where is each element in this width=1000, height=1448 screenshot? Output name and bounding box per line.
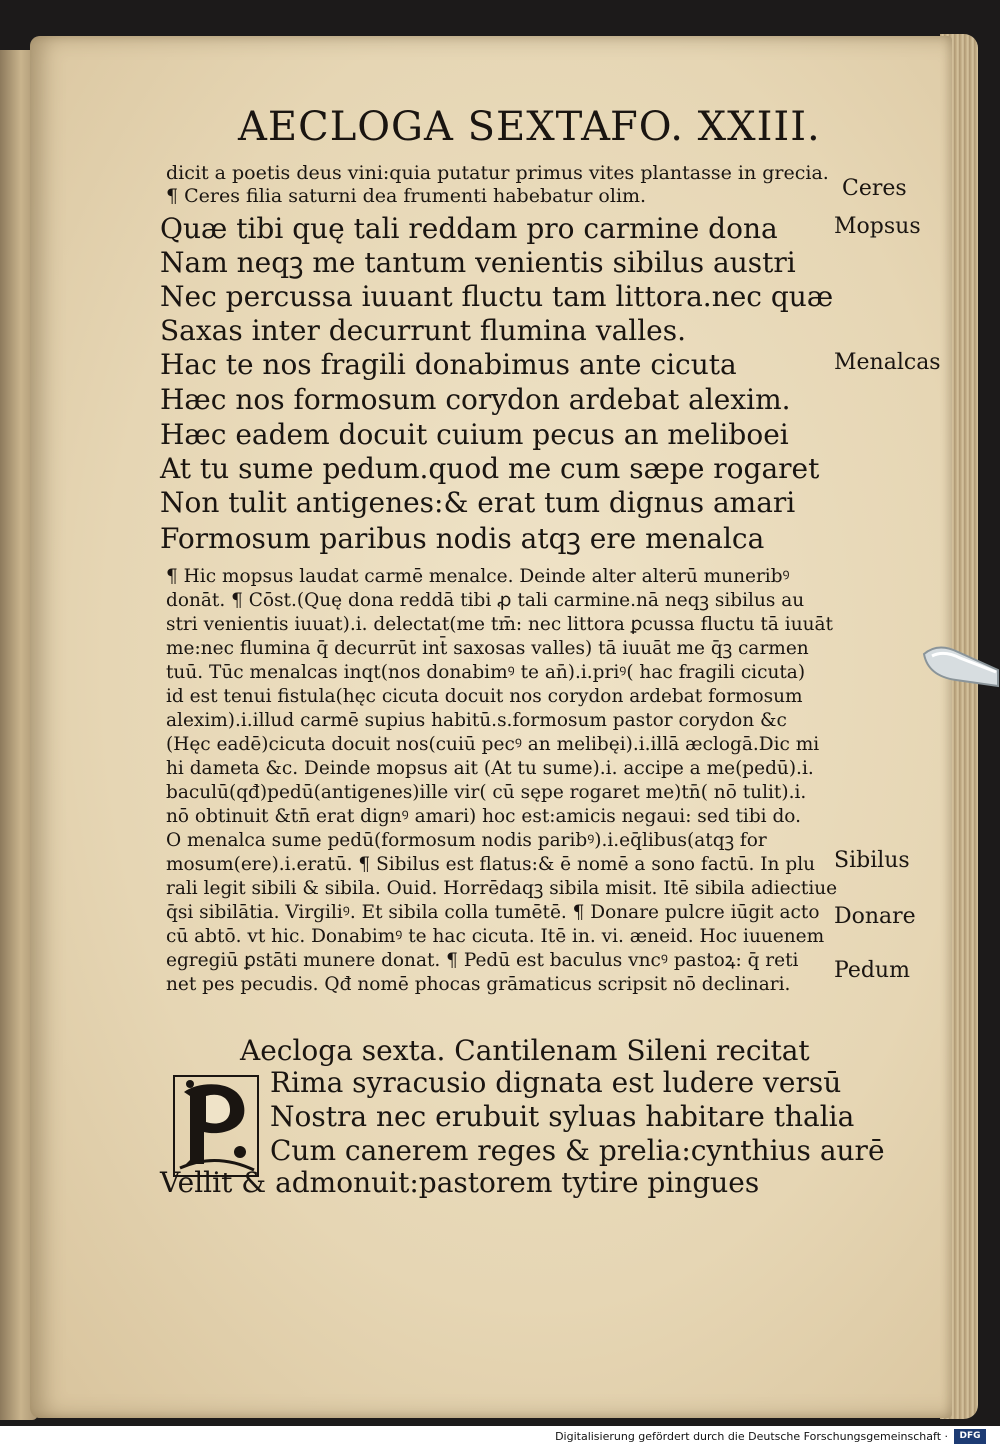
commentary-line: alexim).i.illud carmē supius habitū.s.formosum pastor corydon &c (166, 710, 787, 731)
commentary-line: baculū(qđ)pedū(antigenes)ille vir( cū sępe rogaret me)tn̄( nō tulit).i. (166, 782, 807, 803)
commentary-line: ¶ Hic mopsus laudat carmē menalce. Deinde alter alterū muneribꝰ (166, 566, 790, 587)
page-holder-clip (918, 640, 1000, 700)
page-title: AECLOGA SEXTA (238, 104, 612, 150)
margin-note-menalcas: Menalcas (834, 350, 941, 375)
margin-note-donare: Donare (834, 904, 916, 929)
gloss-line: dicit a poetis deus vini:quia putatur primus vites plantasse in grecia. (166, 162, 829, 184)
verse-line: Hæc nos formosum corydon ardebat alexim. (160, 383, 791, 416)
decorated-initial (170, 1072, 262, 1180)
margin-note-ceres: Ceres (842, 176, 907, 201)
commentary-line: (Hęc eadē)cicuta docuit nos(cuiū pecꝰ an melibęi).i.illā æclogā.Dic mi (166, 734, 820, 755)
commentary-line: cū abtō. vt hic. Donabimꝰ te hac cicuta. Itē in. vi. æneid. Hoc iuuenem (166, 926, 825, 947)
commentary-line: stri venientis iuuat).i. delectat(me tm̄: nec littora ꝑcussa fluctu tā iuuāt (166, 614, 833, 635)
commentary-line: q̄si sibilātia. Virgiliꝰ. Et sibila colla tumētē. ¶ Donare pulcre iūgit acto (166, 902, 820, 923)
footer-bar (0, 1426, 1000, 1448)
commentary-line: rali legit sibili & sibila. Ouid. Horrēdaqꝫ sibila misit. Itē sibila adiectiue (166, 878, 838, 899)
verse-line: Quæ tibi quę tali reddam pro carmine dona (160, 212, 778, 245)
verse-line: Cum canerem reges & prelia:cynthius aurē (270, 1134, 885, 1167)
commentary-line: donāt. ¶ Cōst.(Quę dona reddā tibi ꝓ tali carmine.nā neqꝫ sibilus au (166, 590, 805, 611)
eclogue-title: Aecloga sexta. Cantilenam Sileni recitat (240, 1034, 810, 1067)
margin-note-pedum: Pedum (834, 958, 910, 983)
dropcap-letter: P (216, 1134, 223, 1145)
funding-credit: Digitalisierung gefördert durch die Deutsche Forschungsgemeinschaft · (555, 1430, 948, 1443)
verse-line: Nam neqꝫ me tantum venientis sibilus austri (160, 246, 796, 279)
gloss-line: ¶ Ceres filia saturni dea frumenti habebatur olim. (166, 185, 647, 207)
running-header (238, 104, 821, 150)
verse-line: Formosum paribus nodis atqꝫ ere menalca (160, 522, 765, 555)
verse-line: Non tulit antigenes:& erat tum dignus amari (160, 486, 796, 519)
commentary-line: nō obtinuit &tn̄ erat dignꝰ amari) hoc est:amicis negaui: sed tibi do. (166, 806, 802, 827)
verse-line: At tu sume pedum.quod me cum sæpe rogaret (160, 452, 820, 485)
verse-line: Saxas inter decurrunt flumina valles. (160, 314, 687, 347)
verse-line: Nec percussa iuuant fluctu tam littora.nec quæ (160, 280, 834, 313)
verse-line: Hæc eadem docuit cuium pecus an meliboei (160, 418, 789, 451)
folio-number: FO. XXIII. (610, 104, 821, 150)
commentary-line: net pes pecudis. Qđ nomē phocas grāmaticus scripsit nō declinari. (166, 974, 791, 995)
verse-line: Nostra nec erubuit syluas habitare thalia (270, 1100, 855, 1133)
margin-note-mopsus: Mopsus (834, 214, 921, 239)
verse-line: Rima syracusio dignata est ludere versū (270, 1066, 842, 1099)
verse-line: Vellit & admonuit:pastorem tytire pingues (160, 1166, 760, 1199)
commentary-line: O menalca sume pedū(formosum nodis paribꝰ).i.eq̄libus(atqꝫ for (166, 830, 767, 851)
commentary-line: mosum(ere).i.eratū. ¶ Sibilus est flatus:& ē nomē a sono factū. In plu (166, 854, 816, 875)
verse-line: Hac te nos fragili donabimus ante cicuta (160, 348, 737, 381)
commentary-line: me:nec flumina q̄ decurrūt int̄ saxosas valles) tā iuuāt me q̄ꝫ carmen (166, 638, 809, 659)
commentary-line: egregiū ꝑstāti munere donat. ¶ Pedū est baculus vncꝰ pastoꝝ: q̄ reti (166, 950, 799, 971)
dfg-logo: DFG (954, 1429, 986, 1444)
commentary-line: id est tenui fistula(hęc cicuta docuit nos corydon ardebat formosum (166, 686, 803, 707)
commentary-line: hi dameta &c. Deinde mopsus ait (At tu sume).i. accipe a me(pedū).i. (166, 758, 814, 779)
commentary-line: tuū. Tūc menalcas inqt(nos donabimꝰ te an̄).i.priꝰ( hac fragili cicuta) (166, 662, 806, 683)
margin-note-sibilus: Sibilus (834, 848, 910, 873)
